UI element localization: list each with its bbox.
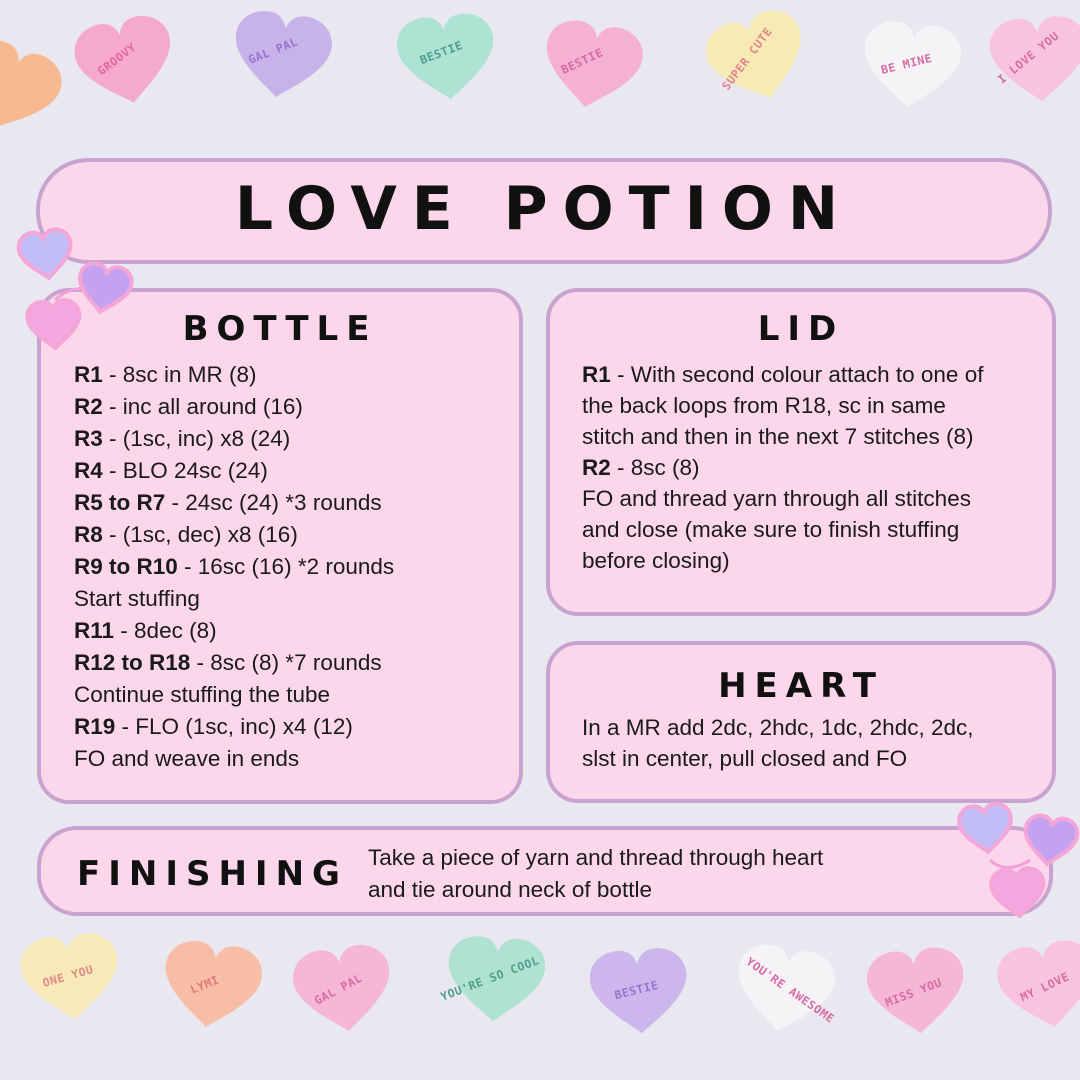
candy-heart-text: BESTIE [417, 37, 465, 68]
finishing-instruction-line: and tie around neck of bottle [368, 877, 652, 902]
lid-r1-line: stitch and then in the next 7 stitches (8) [582, 424, 974, 449]
bottle-row-text: - FLO (1sc, inc) x4 (12) [115, 714, 353, 739]
candy-heart-icon [864, 945, 969, 1039]
bottle-row-label: R11 [74, 618, 115, 643]
candy-heart-icon [437, 934, 547, 1025]
candy-heart-icon [993, 936, 1080, 1035]
bottle-row-text: Continue stuffing the tube [74, 682, 331, 707]
bottle-row [74, 618, 217, 644]
bottle-row-text: - inc all around (16) [102, 394, 303, 419]
lid-r1-line: R1 - With second colour attach to one of [582, 362, 984, 387]
bottle-row [74, 554, 394, 580]
bottle-row-label: R8 [74, 522, 103, 547]
lid-fo-line: FO and thread yarn through all stitches [582, 486, 971, 511]
candy-heart-text: YOU'RE AWESOME [743, 954, 838, 1026]
bottle-row-label: R2 [74, 394, 103, 419]
candy-heart-icon [394, 11, 499, 105]
candy-heart-text: MY LOVE [1018, 969, 1072, 1005]
heart-heading: HEART [718, 666, 884, 706]
bottle-heading: BOTTLE [182, 309, 378, 349]
lid-fo-line: and close (make sure to finish stuffing [582, 517, 960, 542]
candy-heart-icon [69, 11, 181, 113]
candy-heart-icon [988, 14, 1080, 105]
bottle-row-label: R4 [74, 458, 103, 483]
candy-heart-text: GROOVY [94, 39, 139, 79]
bottle-row-text: - 16sc (16) *2 rounds [177, 554, 395, 579]
bottle-row [74, 650, 382, 676]
candy-heart-icon [588, 946, 690, 1037]
bottle-row [74, 490, 382, 516]
bottle-row-label: R12 to R18 [74, 650, 191, 675]
lid-r2-line: R2 - 8sc (8) [582, 455, 700, 480]
candy-heart-text: MISS YOU [883, 975, 944, 1010]
bottle-row-label: R19 [74, 714, 116, 739]
bottle-row [74, 522, 298, 548]
lid-heading: LID [757, 309, 845, 349]
candy-heart-icon [290, 941, 397, 1038]
candy-heart-text: GAL PAL [246, 34, 300, 67]
candy-heart-text: ONE YOU [40, 962, 96, 990]
bottle-row-text: - (1sc, inc) x8 (24) [102, 426, 291, 451]
bottle-row-text: - 8sc in MR (8) [102, 362, 257, 387]
candy-heart-text: SUPER CUTE [719, 24, 776, 93]
bottle-row-label: R9 to R10 [74, 554, 178, 579]
candy-heart-text: I LOVE YOU [994, 28, 1062, 87]
bottle-row-label: R5 to R7 [74, 490, 166, 515]
bottle-row-label: R1 [74, 362, 103, 387]
bottle-row-text: Start stuffing [74, 586, 200, 611]
bottle-row-label: R3 [74, 426, 103, 451]
candy-heart-text: BE MINE [879, 50, 934, 78]
bottle-row [74, 586, 200, 612]
candy-heart-icon [18, 931, 123, 1025]
candy-heart-text: YOU'RE SO COOL [438, 953, 542, 1004]
candy-heart-icon [0, 32, 69, 144]
bottle-row [74, 714, 353, 740]
candy-heart-icon [859, 19, 964, 113]
heart-instruction-line: In a MR add 2dc, 2hdc, 1dc, 2hdc, 2dc, [582, 715, 974, 740]
bottle-row-text: - 8dec (8) [114, 618, 217, 643]
heart-instruction-line: slst in center, pull closed and FO [582, 746, 908, 771]
bottle-row-text: - 8sc (8) *7 rounds [190, 650, 382, 675]
candy-heart-icon [537, 16, 647, 115]
bottle-row [74, 394, 303, 420]
bottle-row [74, 362, 257, 388]
bottle-row [74, 682, 330, 708]
candy-heart-text: BESTIE [558, 45, 606, 77]
candy-heart-icon [699, 3, 817, 113]
bottle-row-text: - 24sc (24) *3 rounds [165, 490, 382, 515]
candy-heart-icon [729, 940, 847, 1041]
bottle-row [74, 458, 268, 484]
bottle-row [74, 746, 299, 772]
candy-heart-icon [158, 937, 265, 1034]
finishing-heading: FINISHING [77, 854, 348, 894]
candy-heart-icon [228, 7, 335, 104]
finishing-instruction-line: Take a piece of yarn and thread through heart [368, 845, 824, 870]
candy-heart-text: GAL PAL [311, 970, 365, 1008]
candy-heart-text: BESTIE [613, 977, 660, 1003]
bottle-row-text: - BLO 24sc (24) [102, 458, 268, 483]
lid-r1-line: the back loops from R18, sc in same [582, 393, 946, 418]
lid-fo-line: before closing) [582, 548, 730, 573]
title-banner [36, 158, 1052, 264]
bottle-row-text: FO and weave in ends [74, 746, 300, 771]
bottle-row-text: - (1sc, dec) x8 (16) [102, 522, 298, 547]
bottle-row [74, 426, 290, 452]
candy-heart-text: LYMI [188, 972, 222, 997]
page-title: LOVE POTION [234, 174, 854, 244]
